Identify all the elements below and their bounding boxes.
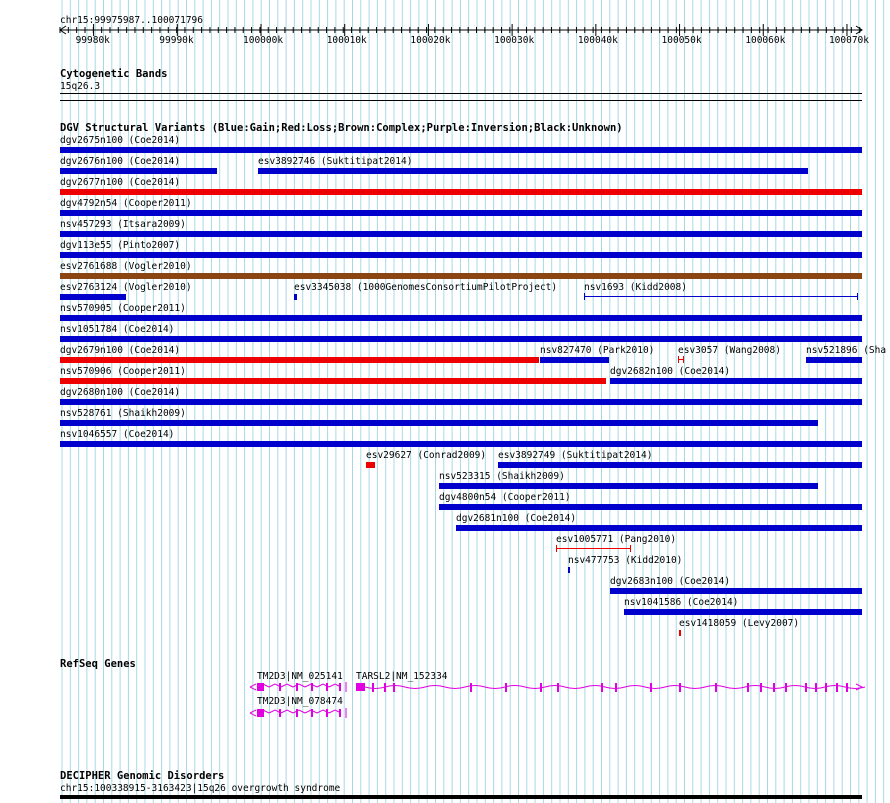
gene-exon [805,683,807,692]
gene-exon [815,683,817,692]
gene-exon [326,683,328,691]
gene-label[interactable]: TM2D3|NM_078474 [257,696,343,707]
dgv-feature-bar-gain[interactable] [60,441,862,447]
dgv-feature-label[interactable]: nsv1693 (Kidd2008) [584,282,687,293]
dgv-feature-bar-gain[interactable] [439,483,818,489]
dgv-feature-bar-gain[interactable] [540,357,609,363]
gene-exon [356,683,365,691]
dgv-feature-bar-gain[interactable] [439,504,862,510]
dgv-feature-label[interactable]: esv3892749 (Suktitipat2014) [498,450,653,461]
dgv-feature-span-loss[interactable] [556,548,631,549]
dgv-feature-label[interactable]: nsv457293 (Itsara2009) [60,219,186,230]
dgv-feature-bar-gain[interactable] [568,567,570,573]
gene-direction-arrow [250,684,256,690]
dgv-feature-label[interactable]: nsv528761 (Shaikh2009) [60,408,186,419]
ruler-tick-label: 100020k [410,35,451,46]
dgv-feature-bar-gain[interactable] [60,231,862,237]
dgv-feature-bar-gain[interactable] [60,420,818,426]
track-divider [60,100,862,101]
dgv-feature-bar-gain[interactable] [456,525,862,531]
dgv-track-title: DGV Structural Variants (Blue:Gain;Red:Loss;Brown:Complex;Purple:Inversion;Black:Unknown) [60,122,623,134]
decipher-entry-label[interactable]: chr15:100338915-3163423|15q26 overgrowth syndrome [60,783,341,794]
dgv-feature-label[interactable]: nsv521896 (Sha [806,345,887,356]
dgv-feature-bar-gain[interactable] [60,294,126,300]
dgv-feature-label[interactable]: esv2761688 (Vogler2010) [60,261,192,272]
decipher-entry-bar[interactable] [60,795,862,799]
dgv-feature-span-end [556,545,557,552]
dgv-feature-label[interactable]: dgv2676n100 (Coe2014) [60,156,181,167]
refseq-gene-models[interactable] [0,678,890,720]
gene-exon [470,683,472,692]
gene-exon [785,683,787,692]
dgv-feature-span-end [630,545,631,552]
cytoband-bar[interactable] [60,93,862,94]
dgv-feature-label[interactable]: dgv2680n100 (Coe2014) [60,387,181,398]
dgv-feature-bar-gain[interactable] [60,252,862,258]
dgv-feature-label[interactable]: dgv2682n100 (Coe2014) [610,366,731,377]
gene-exon [384,683,386,692]
dgv-feature-label[interactable]: nsv1041586 (Coe2014) [624,597,739,608]
gene-exon [257,709,264,717]
dgv-feature-bar-gain[interactable] [60,168,217,174]
dgv-feature-label[interactable]: dgv2683n100 (Coe2014) [610,576,731,587]
dgv-feature-bar-loss[interactable] [60,357,539,363]
gene-exon [505,683,507,692]
dgv-feature-label[interactable]: esv3057 (Wang2008) [678,345,781,356]
dgv-feature-bar-gain[interactable] [498,462,862,468]
dgv-feature-bar-gain[interactable] [624,609,862,615]
dgv-feature-bar-loss[interactable] [366,462,375,468]
gene-exon [615,683,617,692]
gene-exon [339,683,341,691]
dgv-feature-bar-loss[interactable] [60,189,862,195]
ruler-tick-label: 100070k [828,35,869,46]
cytoband-track-title: Cytogenetic Bands [60,68,168,80]
decipher-track-title: DECIPHER Genomic Disorders [60,770,225,782]
gene-exon [257,683,264,691]
ruler-tick-label: 100010k [326,35,367,46]
gene-intron-line [257,684,341,687]
dgv-feature-bar-complex[interactable] [60,273,862,279]
dgv-feature-bar-gain[interactable] [806,357,862,363]
dgv-feature-bar-gain[interactable] [60,336,862,342]
cytoband-label[interactable]: 15q26.3 [60,81,101,92]
dgv-feature-label[interactable]: nsv477753 (Kidd2010) [568,555,683,566]
gene-exon [339,709,341,717]
gene-label[interactable]: TARSL2|NM_152334 [356,671,448,682]
dgv-feature-span-end [584,293,585,300]
dgv-feature-label[interactable]: esv1418059 (Levy2007) [679,618,800,629]
gene-exon [557,683,559,692]
ruler-tick-label: 99990k [159,35,194,46]
dgv-feature-label[interactable]: nsv570906 (Cooper2011) [60,366,186,377]
dgv-feature-span-gain[interactable] [584,296,858,297]
gene-exon [311,709,313,717]
gene-exon [279,683,281,691]
gene-exon [296,709,298,717]
dgv-feature-bar-gain[interactable] [294,294,297,300]
refseq-track-title: RefSeq Genes [60,658,136,670]
dgv-feature-label[interactable]: dgv2677n100 (Coe2014) [60,177,181,188]
dgv-feature-bar-gain[interactable] [610,588,862,594]
gene-exon [836,683,838,692]
dgv-feature-bar-gain[interactable] [60,399,862,405]
dgv-feature-bar-gain[interactable] [60,147,862,153]
ruler-tick-label: 100030k [494,35,535,46]
ruler-tick-label: 100000k [243,35,284,46]
dgv-feature-label[interactable]: nsv1046557 (Coe2014) [60,429,175,440]
gene-exon [679,683,681,692]
dgv-feature-label[interactable]: esv3345038 (1000GenomesConsortiumPilotProject) [294,282,558,293]
dgv-feature-bar-loss[interactable] [679,630,681,636]
dgv-feature-label[interactable]: dgv113e55 (Pinto2007) [60,240,181,251]
gene-exon [326,709,328,717]
dgv-feature-bar-gain[interactable] [610,378,862,384]
gene-exon [311,683,313,691]
ruler-tick-label: 100050k [661,35,702,46]
dgv-feature-bar-loss[interactable] [60,378,606,384]
dgv-feature-label[interactable]: dgv2681n100 (Coe2014) [456,513,577,524]
dgv-feature-label[interactable]: esv1005771 (Pang2010) [556,534,677,545]
dgv-feature-label[interactable]: nsv1051784 (Coe2014) [60,324,175,335]
gene-exon [715,683,717,692]
position-label: chr15:99975987..100071796 [60,15,203,26]
gene-exon [773,683,775,692]
ruler-tick-label: 100060k [745,35,786,46]
gene-exon [747,683,749,692]
dgv-feature-label[interactable]: nsv523315 (Shaikh2009) [439,471,565,482]
dgv-feature-bar-gain[interactable] [258,168,808,174]
dgv-feature-bar-gain[interactable] [60,315,862,321]
dgv-feature-label[interactable]: dgv4792n54 (Cooper2011) [60,198,192,209]
dgv-feature-label[interactable]: esv2763124 (Vogler2010) [60,282,192,293]
gene-exon [825,683,827,692]
gene-intron-line [257,710,341,713]
gene-exon [846,683,848,692]
gene-label[interactable]: TM2D3|NM_025141 [257,671,343,682]
dgv-feature-bar-gain[interactable] [60,210,862,216]
dgv-feature-label[interactable]: esv29627 (Conrad2009) [366,450,487,461]
ruler-tick-label: 100040k [577,35,618,46]
dgv-feature-label[interactable]: nsv827470 (Park2010) [540,345,655,356]
ruler-tick-label: 99980k [75,35,110,46]
gene-exon [760,683,762,692]
dgv-feature-span-end [683,356,684,363]
gene-exon [372,683,374,692]
dgv-feature-label[interactable]: nsv570905 (Cooper2011) [60,303,186,314]
gene-exon [601,683,603,692]
dgv-feature-label[interactable]: dgv2679n100 (Coe2014) [60,345,181,356]
dgv-feature-span-end [857,293,858,300]
gene-direction-arrow [856,684,862,690]
gene-exon [393,683,395,692]
gene-exon [540,683,542,692]
gene-exon [296,683,298,691]
dgv-feature-label[interactable]: dgv2675n100 (Coe2014) [60,135,181,146]
dgv-feature-label[interactable]: dgv4800n54 (Cooper2011) [439,492,571,503]
gene-exon [650,683,652,692]
dgv-feature-span-end [678,356,679,363]
dgv-feature-label[interactable]: esv3892746 (Suktitipat2014) [258,156,413,167]
gene-exon [279,709,281,717]
gene-direction-arrow [250,710,256,716]
